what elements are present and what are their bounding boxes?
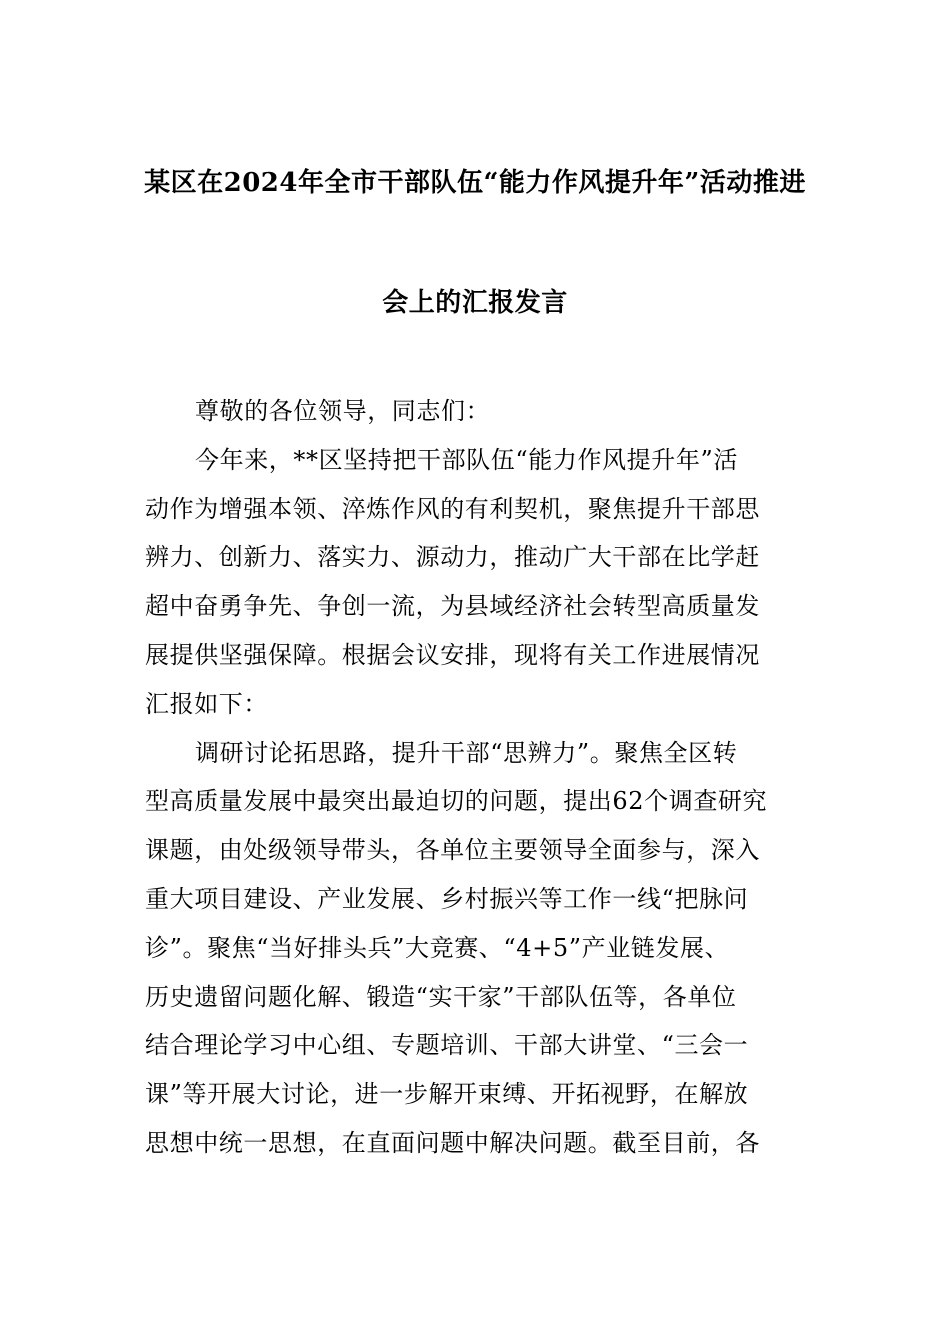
paragraph-2-line-5: 诊”。聚焦“当好排头兵”大竞赛、“4+5”产业链发展、 [145, 933, 730, 962]
document-title-line-2: 会上的汇报发言 [382, 288, 568, 318]
document-body [145, 387, 805, 1168]
paragraph-1-line-4: 超中奋勇争先、争创一流，为县域经济社会转型高质量发 [145, 592, 760, 621]
paragraph-1-line-2: 动作为增强本领、淬炼作风的有利契机，聚焦提升干部思 [145, 494, 760, 523]
paragraph-2-line-4: 重大项目建设、产业发展、乡村振兴等工作一线“把脉问 [145, 884, 749, 913]
paragraph-1-line-3: 辨力、创新力、落实力、源动力，推动广大干部在比学赶 [145, 543, 760, 572]
paragraph-2-line-7: 结合理论学习中心组、专题培训、干部大讲堂、“三会一 [145, 1031, 749, 1060]
paragraph-1-line-1: 今年来，**区坚持把干部队伍“能力作风提升年”活 [195, 445, 738, 474]
paragraph-1-line-6: 汇报如下： [145, 689, 268, 718]
paragraph-2-line-6: 历史遗留问题化解、锻造“实干家”干部队伍等，各单位 [145, 982, 737, 1011]
paragraph-2-line-2: 型高质量发展中最突出最迫切的问题，提出62个调查研究 [145, 787, 768, 816]
paragraph-2-line-8: 课”等开展大讨论，进一步解开束缚、开拓视野，在解放 [145, 1080, 749, 1109]
paragraph-2-line-3: 课题，由处级领导带头，各单位主要领导全面参与，深入 [145, 836, 760, 865]
paragraph-2-line-9: 思想中统一思想，在直面问题中解决问题。截至目前，各 [145, 1128, 760, 1157]
paragraph-2-line-1: 调研讨论拓思路，提升干部“思辨力”。聚焦全区转 [195, 738, 738, 767]
salutation-line: 尊敬的各位领导，同志们： [195, 397, 491, 425]
paragraph-1-line-5: 展提供坚强保障。根据会议安排，现将有关工作进展情况 [145, 640, 760, 669]
document-title-line-1: 某区在2024年全市干部队伍“能力作风提升年”活动推进 [144, 168, 806, 198]
